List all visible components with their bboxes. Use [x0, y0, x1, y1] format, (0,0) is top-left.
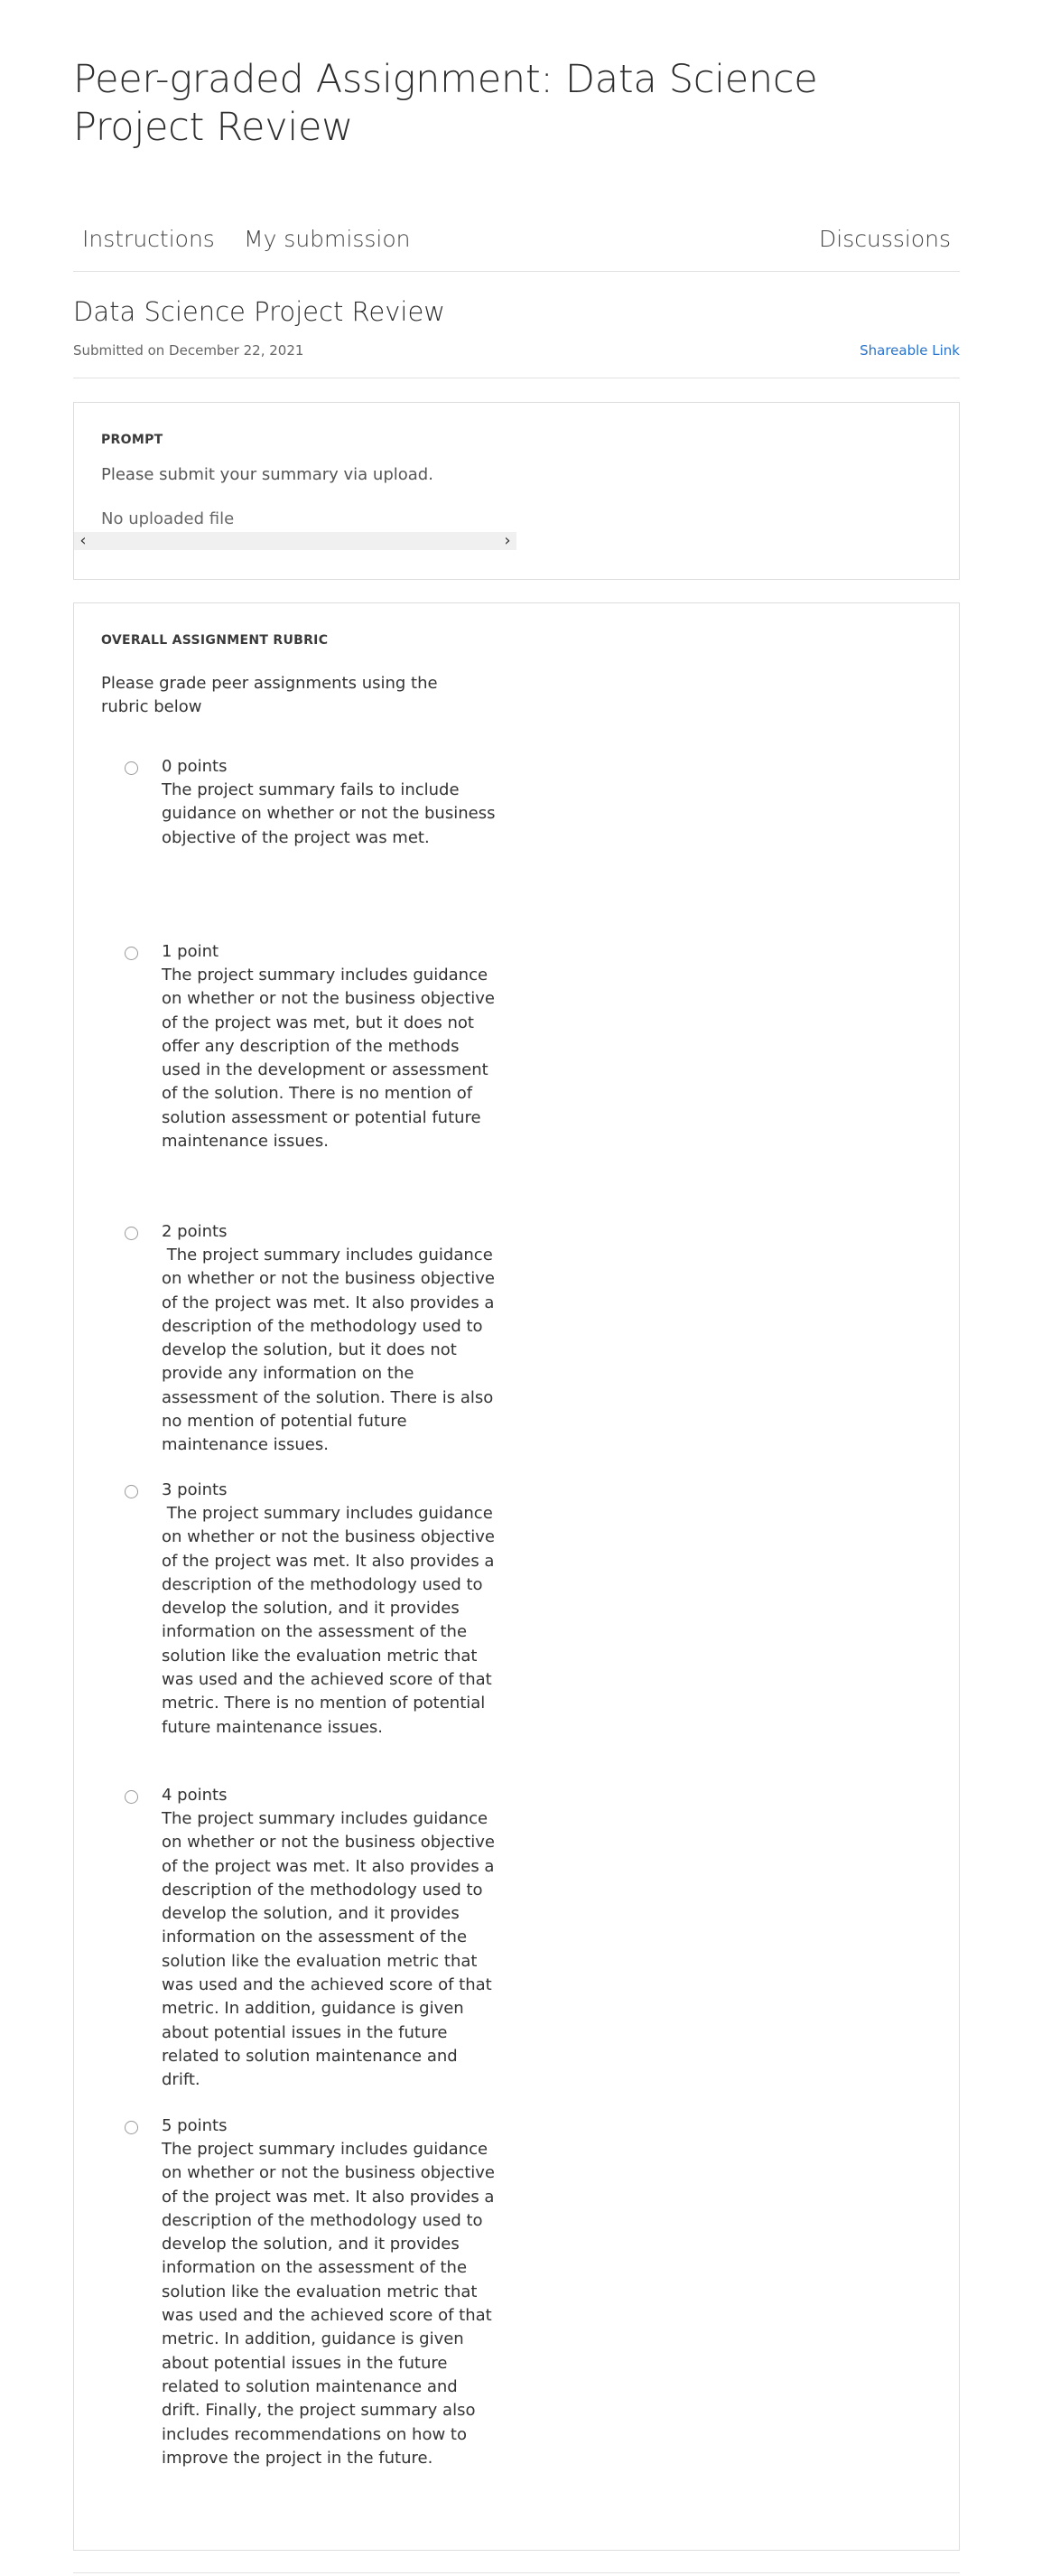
option-points-label: 3 points [162, 1480, 228, 1499]
radio-button[interactable] [125, 1485, 138, 1498]
radio-button[interactable] [125, 1790, 138, 1804]
option-description: The project summary includes guidance on whether or not the business objective of the project was met. It also provides a description of the methodology used to develop the solution, and it provides information on the assessment of the solution like the evaluation metric that was used and the achieved score of that metric. In addition, guidance is given about potential issues in the future related to solution maintenance and drift. [162, 1809, 500, 2090]
option-description: The project summary fails to include guidance on whether or not the business objective of the project was met. [162, 780, 501, 847]
option-description: The project summary includes guidance on whether or not the business objective of the project was met. It also provides a description of the methodology used to develop the solution, and it provides information on the assessment of the solution like the evaluation metric that was used and the achieved score of that metric. In addition, guidance is given about potential issues in the future related to solution maintenance and drift. Finally, the project summary also includes recommendations on how to improve the project in the future. [162, 2140, 500, 2468]
prompt-text: Please submit your summary via upload. [101, 465, 433, 484]
submission-title: Data Science Project Review [73, 296, 446, 327]
option-points-label: 5 points [162, 2116, 228, 2135]
option-description: The project summary includes guidance on whether or not the business objective of the project was met, but it does not offer any description of the methods used in the development or assessment of the solution. There is no mention of solution assessment or potential future maintenance issues. [162, 966, 500, 1152]
option-points-label: 1 point [162, 942, 219, 961]
rubric-intro: Please grade peer assignments using the rubric below [101, 674, 438, 716]
tab-discussions[interactable]: Discussions [819, 226, 951, 252]
radio-button[interactable] [125, 2121, 138, 2134]
radio-button[interactable] [125, 947, 138, 960]
bottom-divider [73, 2572, 960, 2573]
scroll-left-icon[interactable]: ‹ [79, 531, 87, 550]
prompt-card [73, 402, 960, 580]
tab-my-submission[interactable]: My submission [244, 226, 411, 252]
radio-button[interactable] [125, 1227, 138, 1240]
rubric-card [73, 602, 960, 2551]
tab-instructions[interactable]: Instructions [82, 226, 215, 252]
radio-button[interactable] [125, 761, 138, 775]
submitted-date: Submitted on December 22, 2021 [73, 342, 304, 359]
shareable-link[interactable]: Shareable Link [860, 342, 960, 359]
option-points-label: 2 points [162, 1222, 228, 1241]
tab-bar [73, 220, 960, 272]
page-title: Peer-graded Assignment: Data Science Project Review [73, 57, 818, 150]
option-description: The project summary includes guidance on whether or not the business objective of the project was met. It also provides a description of the methodology used to develop the solution, but it does not provide any information on the assessment of the solution. There is also no mention of potential future maintenance issues. [162, 1246, 500, 1455]
no-uploaded-file-text: No uploaded file [101, 509, 235, 528]
scroll-right-icon[interactable]: › [504, 531, 511, 550]
option-points-label: 4 points [162, 1786, 228, 1805]
rubric-label: OVERALL ASSIGNMENT RUBRIC [101, 633, 329, 648]
prompt-label: PROMPT [101, 433, 163, 447]
option-description: The project summary includes guidance on whether or not the business objective of the project was met. It also provides a description of the methodology used to develop the solution, and it provides information on the assessment of the solution like the evaluation metric that was used and the achieved score of that metric. There is no mention of potential future maintenance issues. [162, 1504, 500, 1737]
horizontal-scrollbar[interactable] [74, 532, 516, 550]
option-points-label: 0 points [162, 757, 228, 776]
